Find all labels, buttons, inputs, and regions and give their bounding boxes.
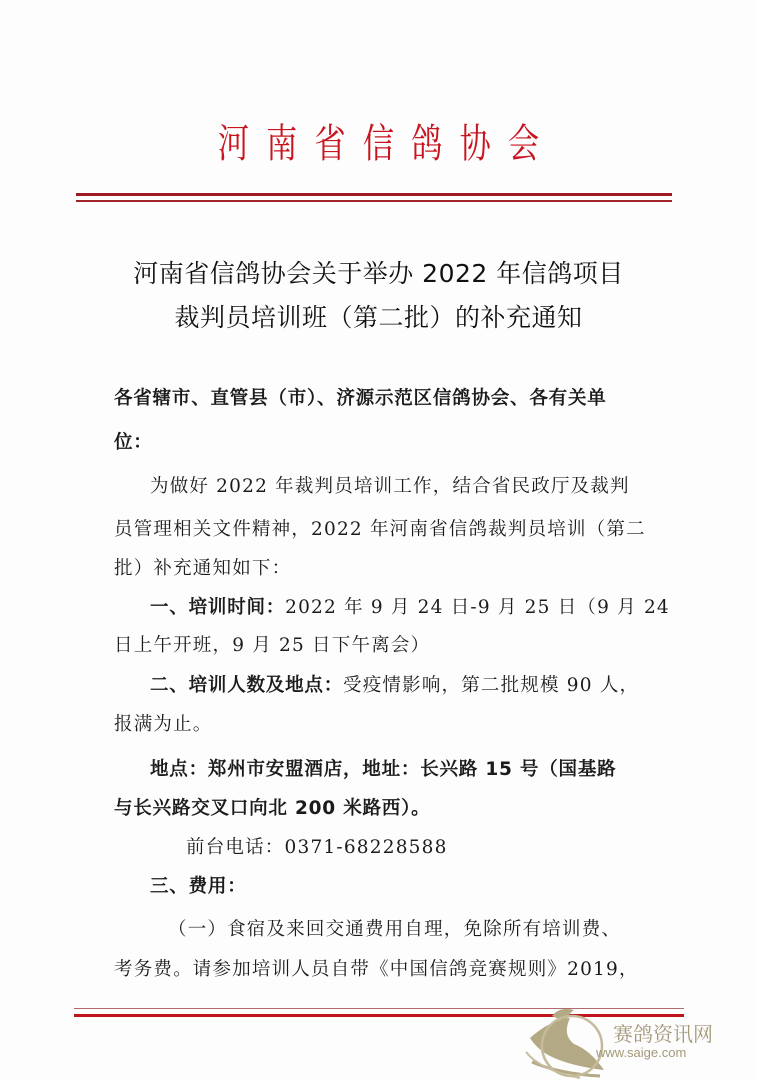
section-2-line-2: 报满为止。 xyxy=(114,714,213,735)
section-1-time: 2022 年 9 月 24 日-9 月 25 日（9 月 24 xyxy=(285,597,670,618)
intro-line-1: 为做好 2022 年裁判员培训工作，结合省民政厅及裁判 xyxy=(150,476,630,497)
section-1-heading: 一、培训时间： xyxy=(150,597,286,618)
section-1-line-1 xyxy=(150,593,710,619)
section-3-item-1-line-2: 考务费。请参加培训人员自带《中国信鸽竞赛规则》2019， xyxy=(114,959,639,980)
letterhead-org-name: 河南省信鸽协会 xyxy=(217,121,557,167)
section-2-line-1 xyxy=(150,671,710,697)
watermark-site-name: 赛鸽资讯网 xyxy=(613,1022,713,1046)
letterhead-rule-thick xyxy=(76,193,672,196)
section-3-item-1-line-1: （一）食宿及来回交通费用自理，免除所有培训费、 xyxy=(168,919,622,940)
document-title-line-2: 裁判员培训班（第二批）的补充通知 xyxy=(174,303,583,332)
location-line-1: 地点：郑州市安盟酒店，地址：长兴路 15 号（国基路 xyxy=(150,759,617,780)
section-1-line-2: 日上午开班，9 月 25 日下午离会） xyxy=(114,635,431,656)
front-desk-phone: 前台电话：0371-68228588 xyxy=(186,837,448,858)
letterhead-rule-thin xyxy=(76,200,672,202)
salutation-line-2: 位： xyxy=(114,432,153,453)
document-title-line-1: 河南省信鸽协会关于举办 2022 年信鸽项目 xyxy=(133,259,624,288)
location-line-2: 与长兴路交叉口向北 200 米路西）。 xyxy=(114,798,431,819)
section-3-heading: 三、费用： xyxy=(150,876,247,897)
section-2-capacity: 受疫情影响，第二批规模 90 人， xyxy=(343,675,640,696)
intro-line-3: 批）补充通知如下： xyxy=(114,558,292,579)
intro-line-2: 员管理相关文件精神，2022 年河南省信鸽裁判员培训（第二 xyxy=(114,519,646,540)
watermark-url: www.saige.com xyxy=(596,1045,687,1060)
salutation-line-1: 各省辖市、直管县（市）、济源示范区信鸽协会、各有关单 xyxy=(114,388,607,409)
section-2-heading: 二、培训人数及地点： xyxy=(150,675,344,696)
